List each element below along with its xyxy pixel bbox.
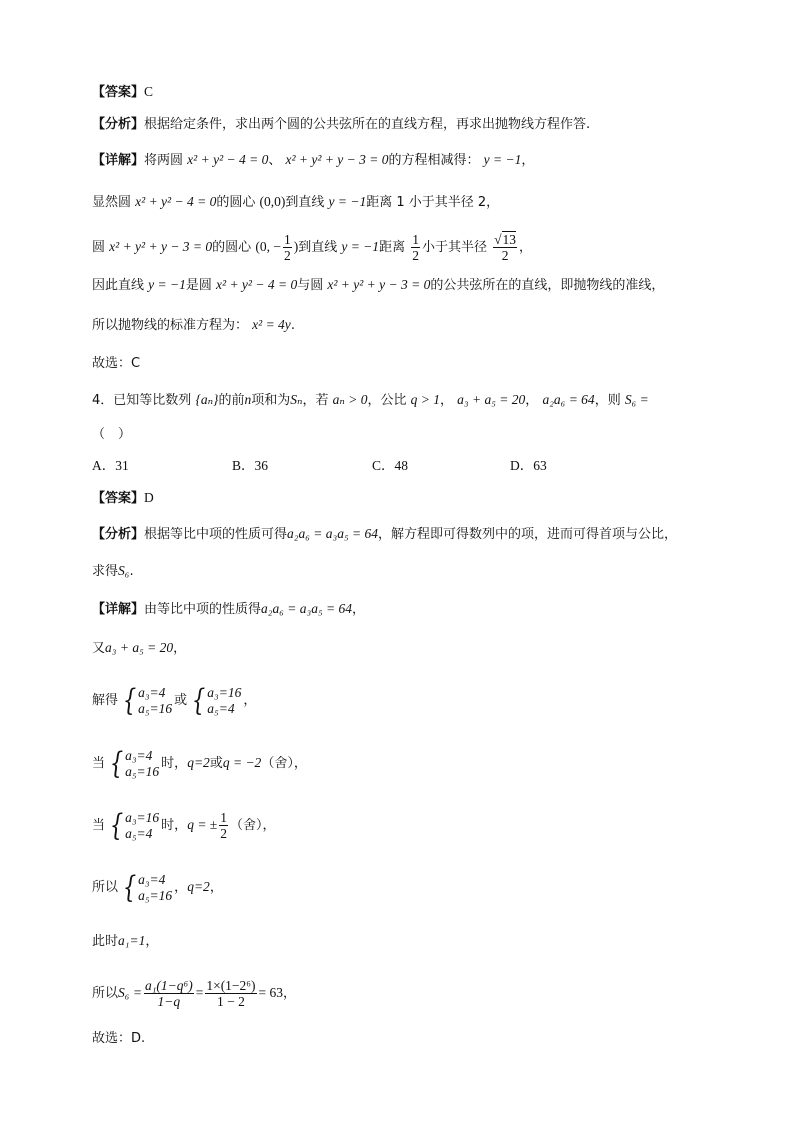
- row: a₅=16: [138, 887, 173, 903]
- fraction: [219, 810, 228, 841]
- denominator: 1−q: [157, 994, 181, 1009]
- punct: .: [290, 318, 295, 333]
- condition-2: q > 1: [410, 392, 441, 407]
- text: 与圆: [297, 278, 324, 293]
- S6: S₆ =: [118, 985, 142, 1000]
- text: ，公比: [367, 393, 407, 408]
- text: 由等比中项的性质得: [144, 602, 262, 617]
- answer-line-prev: [92, 83, 153, 102]
- option-a[interactable]: A．31: [92, 458, 129, 473]
- circle-eq-2: x² + y² + y − 3 = 0: [109, 239, 213, 254]
- system-2: [189, 682, 242, 718]
- detail-line-prev-5: [92, 316, 295, 335]
- equation: a₂a₆ = a₃a₅ = 64: [261, 601, 353, 616]
- sqrt-value: 13: [502, 232, 517, 247]
- detail-line-prev-1: [92, 151, 534, 170]
- text: 所以: [92, 880, 119, 895]
- choice-text: 故选：C: [92, 356, 141, 371]
- text: 距离: [379, 240, 406, 255]
- q-value: q=2: [187, 879, 210, 894]
- var-n: n: [244, 392, 252, 407]
- brace-icon: {: [122, 682, 137, 718]
- system-1: [107, 745, 160, 781]
- detail-line-q4-5: [92, 808, 275, 843]
- S6: S₆: [118, 563, 130, 578]
- numerator: √13: [494, 232, 517, 247]
- row: a₃=4: [138, 684, 166, 700]
- text: （舍），: [261, 756, 307, 771]
- detail-line-prev-4: [92, 276, 664, 295]
- target-S6: S₆ =: [624, 392, 649, 407]
- denominator: 2: [412, 248, 419, 263]
- text: 时，: [161, 818, 188, 833]
- text: 因此直线: [92, 278, 145, 293]
- circle-eq-2: x² + y² + y − 3 = 0: [327, 277, 431, 292]
- text: 的公共弦所在的直线，即抛物线的准线，: [430, 278, 665, 293]
- detail-line-prev-3: [92, 230, 532, 265]
- text: 根据等比中项的性质可得: [144, 527, 288, 542]
- detail-line-q4-6: [92, 870, 223, 905]
- detail-text: 将两圆: [144, 153, 184, 168]
- sum-Sn: Sₙ: [290, 392, 303, 407]
- brace-icon: {: [122, 869, 137, 905]
- text: 到直线: [285, 195, 325, 210]
- line-eq: y = −1: [148, 277, 186, 292]
- system-2: [107, 807, 160, 843]
- analysis-line-q4: [92, 525, 677, 544]
- q-value-2: q = −2: [222, 755, 262, 770]
- choose-line-prev: [92, 355, 140, 373]
- option-c[interactable]: C．48: [372, 458, 409, 473]
- denominator: 2: [220, 826, 227, 841]
- answer-value: D: [144, 490, 154, 505]
- sum-value-fraction: [205, 978, 256, 1009]
- circle-eq-1: x² + y² − 4 = 0: [135, 194, 217, 209]
- text: 是圆: [185, 278, 212, 293]
- denominator: 1 − 2: [216, 994, 245, 1009]
- row: a₅=4: [125, 825, 153, 841]
- center-point-start: (0, −: [255, 239, 281, 254]
- point: (0,0): [259, 194, 286, 209]
- text: 已知等比数列: [113, 393, 192, 408]
- question-blank: [92, 426, 131, 444]
- detail-tag: 【详解】: [92, 153, 145, 168]
- punct: ，: [519, 240, 533, 255]
- fraction: [283, 232, 292, 263]
- question-stem: [92, 391, 649, 410]
- row: a₅=16: [125, 763, 160, 779]
- row: a₃=4: [125, 747, 153, 763]
- numerator: 1: [283, 232, 291, 247]
- text: 所以抛物线的标准方程为：: [92, 318, 249, 333]
- text: 距离 1 小于其半径 2，: [366, 195, 500, 210]
- text: 所以: [92, 986, 119, 1001]
- detail-line-q4-2: [92, 639, 186, 658]
- text: 圆: [92, 240, 106, 255]
- punct: ，: [243, 693, 257, 708]
- separator: 、: [268, 153, 282, 168]
- text: 项和为: [251, 393, 291, 408]
- brace-icon: {: [109, 807, 124, 843]
- text: 到直线: [298, 240, 338, 255]
- text: ，则: [594, 393, 621, 408]
- punct: ，: [521, 153, 535, 168]
- detail-text: 的方程相减得：: [388, 153, 480, 168]
- punct: .: [129, 564, 134, 579]
- answer-value: C: [144, 84, 154, 99]
- text: 或: [174, 693, 188, 708]
- equation: a₂a₆ = a₃a₅ = 64: [287, 526, 379, 541]
- row: a₃=16: [125, 809, 160, 825]
- system-1: [120, 869, 173, 905]
- text: ，若: [302, 393, 329, 408]
- analysis-text: 根据给定条件，求出两个圆的公共弦所在的直线方程，再求出抛物线方程作答.: [144, 117, 591, 132]
- row: a₅=4: [207, 700, 235, 716]
- text: 解得: [92, 693, 119, 708]
- numerator: 1: [412, 232, 419, 247]
- detail-line-q4-1: [92, 600, 365, 619]
- choice-text: 故选：D.: [92, 1031, 146, 1046]
- punct: ，: [145, 934, 159, 949]
- option-d[interactable]: D．63: [510, 458, 547, 473]
- circle-eq-2: x² + y² + y − 3 = 0: [285, 152, 389, 167]
- question-number: 4．: [92, 393, 114, 408]
- text: （舍），: [229, 818, 276, 833]
- detail-line-q4-4: [92, 746, 307, 781]
- distance-fraction: [411, 232, 420, 263]
- equation: a₃ + a₅ = 20: [105, 640, 174, 655]
- text: 时，: [161, 756, 188, 771]
- detail-line-q4-3: [92, 684, 256, 718]
- result: = 63: [258, 985, 284, 1000]
- punct: ，: [174, 880, 188, 895]
- analysis-line-q4-2: [92, 562, 134, 581]
- punct: ，: [209, 880, 223, 895]
- analysis-tag: 【分析】: [92, 527, 145, 542]
- line-eq: y = −1: [483, 152, 522, 167]
- choose-line-q4: [92, 1030, 145, 1048]
- parabola-eq: x² = 4y: [252, 317, 291, 332]
- text: 当: [92, 756, 106, 771]
- punct: ，: [283, 986, 297, 1001]
- analysis-line-prev: [92, 116, 590, 134]
- text: 的圆心: [216, 195, 256, 210]
- system-1: [120, 682, 173, 718]
- center-point-end: ): [293, 239, 299, 254]
- condition-3: a₃ + a₅ = 20: [457, 392, 526, 407]
- text: 当: [92, 818, 106, 833]
- line-eq: y = −1: [341, 239, 380, 254]
- numerator: 1: [220, 810, 227, 825]
- punct: ，: [440, 393, 454, 408]
- radius-fraction: [493, 232, 517, 263]
- q-value: q = ±: [187, 817, 218, 832]
- text: 的圆心: [212, 240, 252, 255]
- answer-line-q4: [92, 489, 154, 508]
- detail-line-q4-7: [92, 932, 158, 951]
- line-eq: y = −1: [328, 194, 367, 209]
- detail-tag: 【详解】: [92, 602, 145, 617]
- q-value: q=2: [187, 755, 210, 770]
- text: 显然圆: [92, 195, 132, 210]
- a1-value: a₁=1: [118, 933, 146, 948]
- numerator: a₁(1−q⁶): [144, 978, 193, 993]
- row: a₃=16: [207, 684, 242, 700]
- brace-icon: {: [192, 682, 206, 718]
- condition-1: aₙ > 0: [332, 392, 368, 407]
- punct: ，: [173, 641, 187, 656]
- analysis-tag: 【分析】: [92, 117, 145, 132]
- text: 或: [209, 756, 223, 771]
- row: a₃=4: [138, 871, 166, 887]
- detail-line-q4-8: [92, 973, 296, 1014]
- numerator: 1×(1−2⁶): [206, 978, 256, 993]
- answer-tag: 【答案】: [92, 491, 145, 506]
- punct: ，: [352, 602, 366, 617]
- sequence: {aₙ}: [195, 392, 219, 407]
- punct: ，: [525, 393, 539, 408]
- option-b[interactable]: B．36: [232, 458, 269, 473]
- text: 的前: [218, 393, 245, 408]
- denominator: 2: [501, 248, 509, 263]
- denominator: 2: [283, 248, 291, 263]
- detail-line-prev-2: [92, 193, 499, 212]
- text: 此时: [92, 934, 119, 949]
- equals: =: [195, 985, 204, 1000]
- sum-formula-fraction: [144, 978, 194, 1009]
- text: ，解方程即可得数列中的项，进而可得首项与公比，: [378, 527, 678, 542]
- circle-eq-1: x² + y² − 4 = 0: [216, 277, 298, 292]
- text: 求得: [92, 564, 119, 579]
- row: a₅=16: [138, 700, 173, 716]
- text: 又: [92, 641, 106, 656]
- circle-eq-1: x² + y² − 4 = 0: [187, 152, 269, 167]
- condition-4: a₂a₆ = 64: [542, 392, 595, 407]
- answer-tag: 【答案】: [92, 85, 145, 100]
- brace-icon: {: [109, 745, 124, 781]
- answer-blank: （ ）: [92, 427, 132, 442]
- text: 小于其半径: [421, 240, 487, 255]
